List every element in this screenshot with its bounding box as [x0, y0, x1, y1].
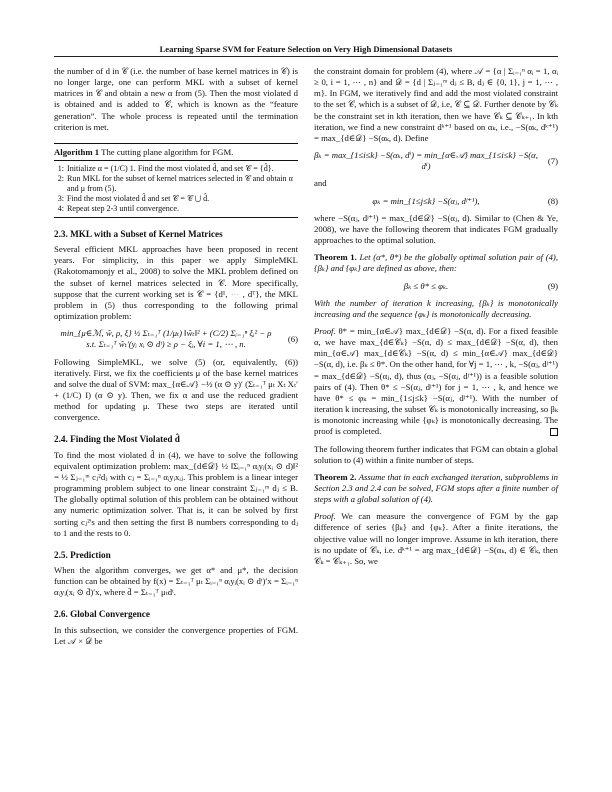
step-number: 4:	[57, 203, 64, 213]
algorithm-step	[54, 204, 298, 214]
step-number: 3:	[57, 193, 64, 203]
proof-2-label: Proof.	[314, 511, 336, 522]
step-text: Initialize α = (1/C) 1. Find the most violated d̂, and set 𝒞 = {d̂}.	[67, 163, 274, 173]
qed-square-icon	[550, 428, 558, 436]
right-paragraph-2: where −S(αⱼ, dʲ⁺¹) = max_{d∈𝒟} −S(αⱼ, d). Similar to (Chen & Ye, 2008), we have the following theorem that indicates FGM gradually approaches to the optimal solution.	[314, 212, 558, 246]
section-2-3-paragraph: Several efficient MKL approaches have been proposed in recent years. For simplicity, in this paper we apply SimpleMKL (Rakotomamonjy et al., 2008) to solve the MKL problem defined on the subset of kernel matrices selected in 𝒞. More specifically, suppose that the current working set is 𝒞 = {d¹, ⋯ , dᵀ}, the MKL problem in (5) thus corresponding to the following primal optimization problem:	[54, 244, 298, 322]
algorithm-box	[54, 143, 298, 218]
step-number: 1:	[57, 163, 64, 173]
theorem-1-text: Let (α*, θ*) be the globally optimal solution pair of (4), {βₖ} and {φₖ} are defined as above, then:	[314, 252, 559, 274]
section-heading-2-6: 2.6. Global Convergence	[54, 609, 150, 620]
equation-6-body	[54, 328, 278, 350]
right-column	[314, 66, 558, 567]
theorem-1-label: Theorem 1.	[314, 252, 357, 263]
intro-paragraph: the number of d in 𝒞 (i.e. the number of base kernel matrices in 𝒞) is no longer large, one can perform MKL with a subset of kernel matrices in 𝒞 and obtain a new α from (5). Then the most violated d is obtained and is added to 𝒞, which is known as the “feature generation”. The whole process is repeated until the termination criterion is met.	[54, 66, 298, 132]
algorithm-steps	[54, 161, 298, 217]
proof-1-label: Proof.	[314, 325, 336, 336]
proof-2	[314, 511, 558, 567]
section-heading-2-5: 2.5. Prediction	[54, 549, 111, 560]
right-paragraph-3: The following theorem further indicates that FGM can obtain a global solution to (4) within a finite number of steps.	[314, 443, 558, 465]
proof-2-text: We can measure the convergence of FGM by the gap difference of series {βₖ} and {φₖ}. After a finite iterations, the objective value will no longer improve. Assume in kth iteration, there is no update of 𝒞ₖ, i.e. dᵏ⁺¹ = arg max_{d∈𝒟} −S(αₖ, d) ∈ 𝒞ₖ, then 𝒞ₖ = 𝒞ₖ₊₁. So, we	[314, 511, 558, 566]
equation-6-line-1: min_{μ∈ℳ, ŵ, ρ, ξ} ½ Σₜ₌₁ᵀ (1/μₜ) ‖ŵₜ‖² + (C/2) Σᵢ₌₁ⁿ ξᵢ² − ρ	[60, 328, 272, 339]
proof-1-text: θ* = min_{α∈𝒜} max_{d∈𝒟} −S(α, d). For a fixed feasible α, we have max_{d∈𝒞ₖ} −S(α, d) ≤ max_{d∈𝒟} −S(α, d), then min_{α∈𝒜} max_{d∈𝒞ₖ} −S(α, d) ≤ min_{α∈𝒜} max_{d∈𝒟} −S(α, d), i.e. βₖ ≤ θ*. On the other hand, for ∀j = 1, ⋯ , k, −S(αⱼ, dʲ⁺¹) = max_{d∈𝒟} −S(αⱼ, d), thus (αⱼ, −S(αⱼ, dʲ⁺¹)) is a feasible solution pairs of (4). Then θ* ≤ −S(αⱼ, dʲ⁺¹) for j = 1, ⋯ , k, and hence we have θ* ≤ φₖ = min_{1≤j≤k} −S(αⱼ, dʲ⁺¹). With the number of iteration k increasing, the subset 𝒞ₖ is monotonically increasing, so βₖ is monotonic increasing while {φₖ} is monotonically decreasing. The proof is completed.	[314, 325, 559, 437]
equation-number: (8)	[547, 195, 558, 206]
equation-9-body: βₖ ≤ θ* ≤ φₖ.	[403, 280, 449, 291]
right-paragraph-1: the constraint domain for problem (4), where 𝒜 = {α | Σᵢ₌₁ⁿ αᵢ = 1, αᵢ ≥ 0, i = 1, ⋯ , n} and 𝒟 = {d | Σⱼ₌₁ᵐ dⱼ ≤ B, dⱼ ∈ {0, 1}, j = 1, ⋯ , m}. In FGM, we iteratively find and add the most violated constraint to the set 𝒞, which is a subset of 𝒟, i.e, 𝒞 ⊆ 𝒟. Further denote by 𝒞ₖ be the constraint set in kth iteration, then we have 𝒞ₖ ⊆ 𝒞ₖ₊₁. In kth iteration, we find a new constraint dᵏ⁺¹ based on αₖ, i.e., −S(αₖ, dᵏ⁺¹) = max_{d∈𝒟} −S(αₖ, d). Define	[314, 66, 558, 143]
algorithm-step	[54, 174, 298, 194]
equation-8-body: φₖ = min_{1≤j≤k} −S(αⱼ, dʲ⁺¹),	[372, 195, 480, 206]
section-2-3-paragraph-2: Following SimpleMKL, we solve (5) (or, equivalently, (6)) iteratively. First, we fix the coefficients μ of the base kernel matrices and solve the dual of SVM: max_{α∈𝒜} −½ (α ⊙ y)′ (Σₜ₌₁ᵀ μₜ Xₜ Xₜ′ + (1/C) I) (α ⊙ y). Then, we fix α and use the reduced gradient method for updating μ. These two steps are iterated until convergence.	[54, 356, 298, 423]
equation-8	[314, 196, 558, 207]
algorithm-label: Algorithm 1	[54, 146, 100, 157]
equation-7-body: βₖ = max_{1≤i≤k} −S(αₖ, dⁱ) = min_{α∈𝒜} max_{1≤i≤k} −S(α, dⁱ)	[314, 150, 538, 172]
equation-7	[314, 150, 558, 172]
algorithm-step	[54, 194, 298, 204]
equation-number: (9)	[547, 280, 558, 291]
algorithm-title	[54, 144, 298, 161]
section-2-5-paragraph: When the algorithm converges, we get α* and μ*, the decision function can be obtained by f(x) = Σₜ₌₁ᵀ μₜ Σᵢ₌₁ⁿ αᵢyᵢ(xᵢ ⊙ dᵗ)′x = Σᵢ₌₁ⁿ αᵢyᵢ(xᵢ ⊙ d̄)′x, where d̄ = Σₜ₌₁ᵀ μₜdᵗ.	[54, 565, 298, 598]
section-2-6-paragraph: In this subsection, we consider the convergence properties of FGM. Let 𝒜 × 𝒟 be	[54, 624, 298, 646]
theorem-2	[314, 472, 558, 505]
theorem-1-tail: With the number of iteration k increasing, {βₖ} is monotonically increasing and the sequence {φₖ} is monotonically decreasing.	[314, 297, 558, 319]
algorithm-caption: The cutting plane algorithm for FGM.	[101, 146, 234, 157]
and-connector: and	[314, 178, 327, 189]
section-2-4-paragraph: To find the most violated d̂ in (4), we have to solve the following equivalent optimization problem: max_{d∈𝒟} ½ ‖Σᵢ₌₁ⁿ αᵢyᵢ(xᵢ ⊙ d)‖² = ½ Σⱼ₌₁ᵐ cⱼ²dⱼ with cⱼ = Σᵢ₌₁ⁿ αᵢyᵢxᵢⱼ. This problem is a linear integer programming problem subject to one linear constraint Σⱼ₌₁ᵐ dⱼ ≤ B. The globally optimal solution of this problem can be obtained without any numeric optimization solver. That is, it can be solved by first sorting cⱼ²'s and then setting the first B numbers corresponding to dⱼ to 1 and the rests to 0.	[54, 449, 298, 538]
equation-number: (7)	[547, 155, 558, 166]
theorem-1	[314, 252, 558, 274]
section-heading-2-4: 2.4. Finding the Most Violated d̂	[54, 434, 180, 445]
theorem-2-text: Assume that in each exchanged iteration, subproblems in Section 2.3 and 2.4 can be solved, FGM stops after a finite number of steps with a global solution of (4).	[314, 471, 559, 505]
header-rule	[54, 56, 558, 57]
algorithm-step	[54, 164, 298, 174]
step-number: 2:	[57, 173, 64, 183]
step-text: Find the most violated d̂ and set 𝒞 = 𝒞 ⋃ d̂.	[67, 193, 210, 203]
equation-6-line-2: s.t. Σₜ₌₁ᵀ ŵₜ′(yᵢ xᵢ ⊙ dᵗ) ≥ ρ − ξᵢ, ∀i = 1, ⋯ , n.	[86, 339, 246, 350]
left-column	[54, 66, 298, 647]
theorem-2-label: Theorem 2.	[314, 471, 357, 482]
section-heading-2-3: 2.3. MKL with a Subset of Kernel Matrices	[54, 228, 223, 239]
equation-9	[314, 281, 558, 292]
proof-1	[314, 326, 558, 438]
equation-number: (6)	[287, 333, 298, 344]
step-text: Run MKL for the subset of kernel matrices selected in 𝒞 and obtain α and μ from (5).	[67, 173, 293, 193]
equation-6	[54, 328, 298, 350]
running-title: Learning Sparse SVM for Feature Selection on Very High Dimensional Datasets	[159, 44, 453, 54]
step-text: Repeat step 2-3 until convergence.	[67, 203, 180, 213]
